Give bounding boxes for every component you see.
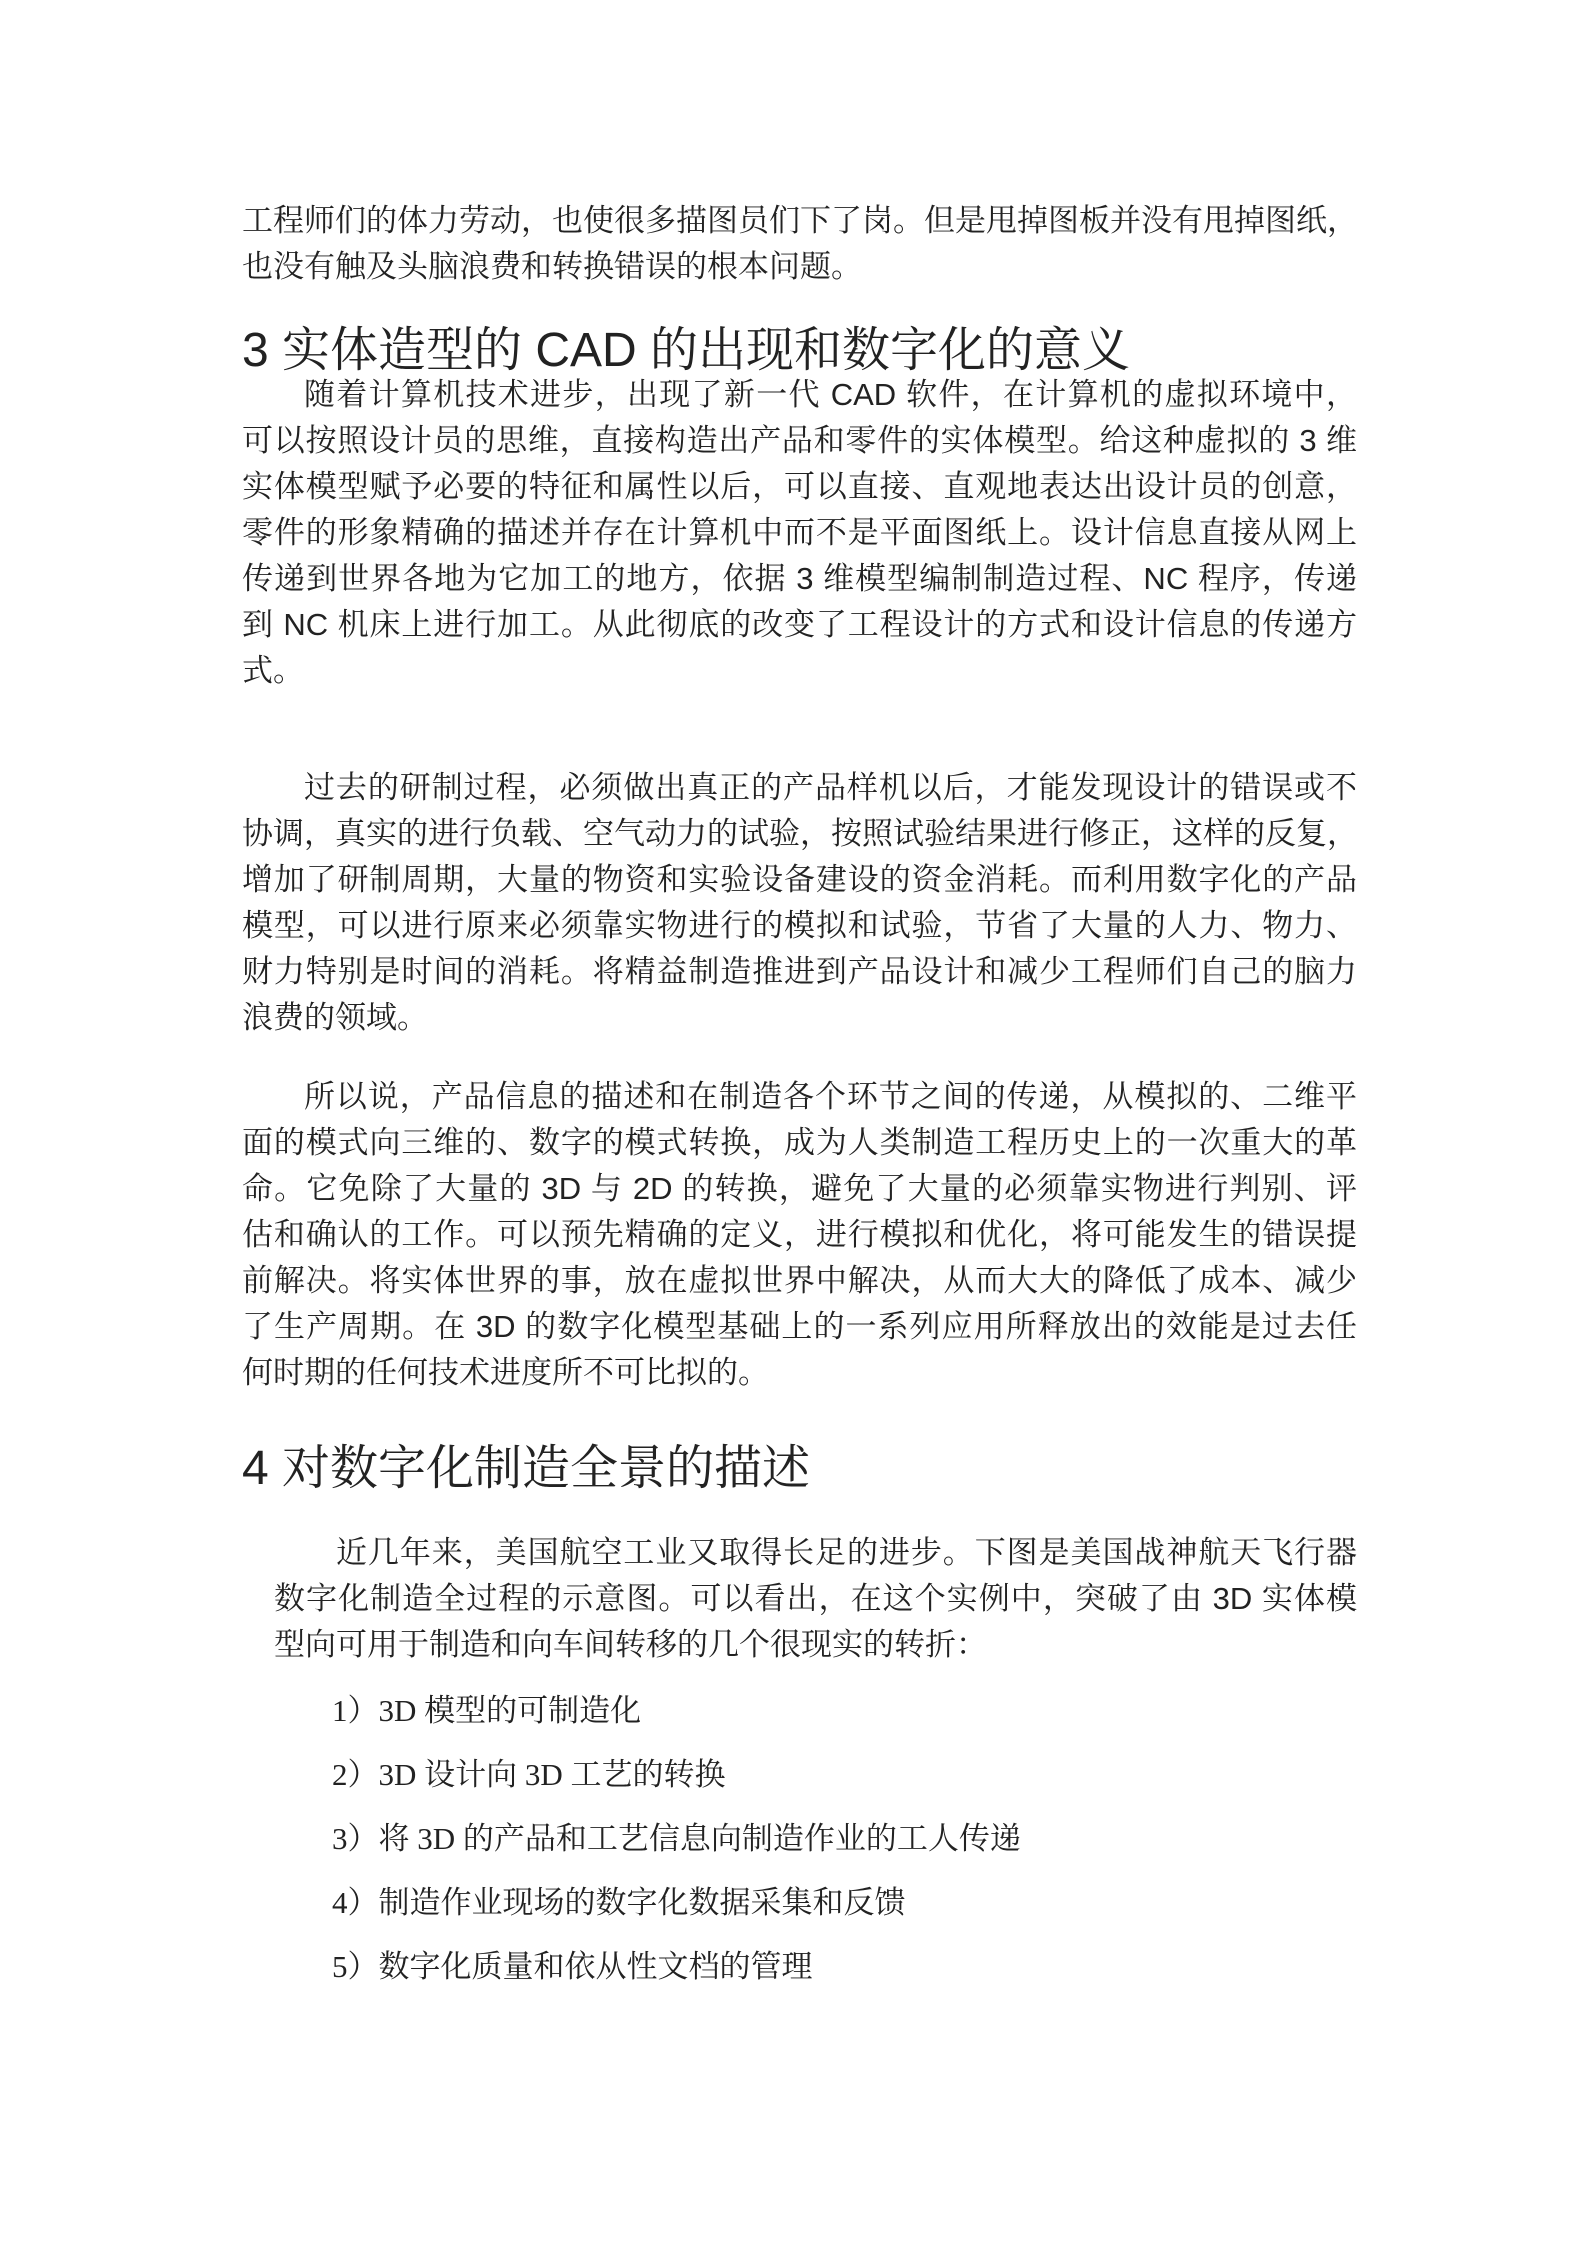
- text-line: 过去的研制过程，必须做出真正的产品样机以后，才能发现设计的错误或不: [304, 770, 1357, 805]
- text-line: 近几年来，美国航空工业又取得长足的进步。下图是美国战神航天飞行器: [336, 1535, 1357, 1570]
- list-item: 5）数字化质量和依从性文档的管理: [332, 1949, 813, 1984]
- list-item: 3）将 3D 的产品和工艺信息向制造作业的工人传递: [332, 1821, 1021, 1856]
- text-line: 面的模式向三维的、数字的模式转换，成为人类制造工程历史上的一次重大的革: [242, 1125, 1357, 1160]
- text-line: 也没有触及头脑浪费和转换错误的根本问题。: [242, 249, 862, 284]
- text-line: 协调，真实的进行负载、空气动力的试验，按照试验结果进行修正，这样的反复，: [242, 816, 1358, 851]
- section-3-paragraph-1: [242, 372, 1357, 694]
- text-line: 式。: [242, 653, 304, 688]
- text-line: 实体模型赋予必要的特征和属性以后，可以直接、直观地表达出设计员的创意，: [242, 469, 1357, 504]
- text-line: 模型，可以进行原来必须靠实物进行的模拟和试验，节省了大量的人力、物力、: [242, 908, 1357, 943]
- section-3-paragraph-2: [242, 765, 1357, 1041]
- text-line: 前解决。将实体世界的事，放在虚拟世界中解决，从而大大的降低了成本、减少: [242, 1263, 1357, 1298]
- list-item: 2）3D 设计向 3D 工艺的转换: [332, 1757, 726, 1792]
- transition-list: [332, 1688, 1021, 2008]
- section-3-heading: 3 实体造型的 CAD 的出现和数字化的意义: [242, 324, 1131, 377]
- text-line: 了生产周期。在 3D 的数字化模型基础上的一系列应用所释放出的效能是过去任: [242, 1309, 1357, 1344]
- paragraph-continued: [242, 198, 1357, 290]
- text-line: 命。它免除了大量的 3D 与 2D 的转换，避免了大量的必须靠实物进行判别、评: [242, 1171, 1357, 1206]
- text-line: 估和确认的工作。可以预先精确的定义，进行模拟和优化，将可能发生的错误提: [242, 1217, 1357, 1252]
- section-3-paragraph-3: [242, 1074, 1357, 1396]
- text-line: 随着计算机技术进步，出现了新一代 CAD 软件，在计算机的虚拟环境中，: [304, 377, 1357, 412]
- section-4-intro: [274, 1530, 1357, 1668]
- text-line: 所以说，产品信息的描述和在制造各个环节之间的传递，从模拟的、二维平: [304, 1079, 1357, 1114]
- text-line: 零件的形象精确的描述并存在计算机中而不是平面图纸上。设计信息直接从网上: [242, 515, 1357, 550]
- text-line: 财力特别是时间的消耗。将精益制造推进到产品设计和减少工程师们自己的脑力: [242, 954, 1357, 989]
- text-line: 型向可用于制造和向车间转移的几个很现实的转折：: [274, 1627, 987, 1662]
- text-line: 可以按照设计员的思维，直接构造出产品和零件的实体模型。给这种虚拟的 3 维: [242, 423, 1357, 458]
- text-line: 浪费的领域。: [242, 1000, 428, 1035]
- text-line: 工程师们的体力劳动，也使很多描图员们下了岗。但是甩掉图板并没有甩掉图纸，: [242, 203, 1358, 238]
- text-line: 增加了研制周期，大量的物资和实验设备建设的资金消耗。而利用数字化的产品: [242, 862, 1357, 897]
- list-item: 1）3D 模型的可制造化: [332, 1693, 642, 1728]
- list-item: 4）制造作业现场的数字化数据采集和反馈: [332, 1885, 906, 1920]
- text-line: 数字化制造全过程的示意图。可以看出，在这个实例中，突破了由 3D 实体模: [274, 1581, 1357, 1616]
- section-4-heading: 4 对数字化制造全景的描述: [242, 1442, 811, 1495]
- text-line: 传递到世界各地为它加工的地方，依据 3 维模型编制制造过程、NC 程序，传递: [242, 561, 1357, 596]
- text-line: 何时期的任何技术进度所不可比拟的。: [242, 1355, 769, 1390]
- text-line: 到 NC 机床上进行加工。从此彻底的改变了工程设计的方式和设计信息的传递方: [242, 607, 1357, 642]
